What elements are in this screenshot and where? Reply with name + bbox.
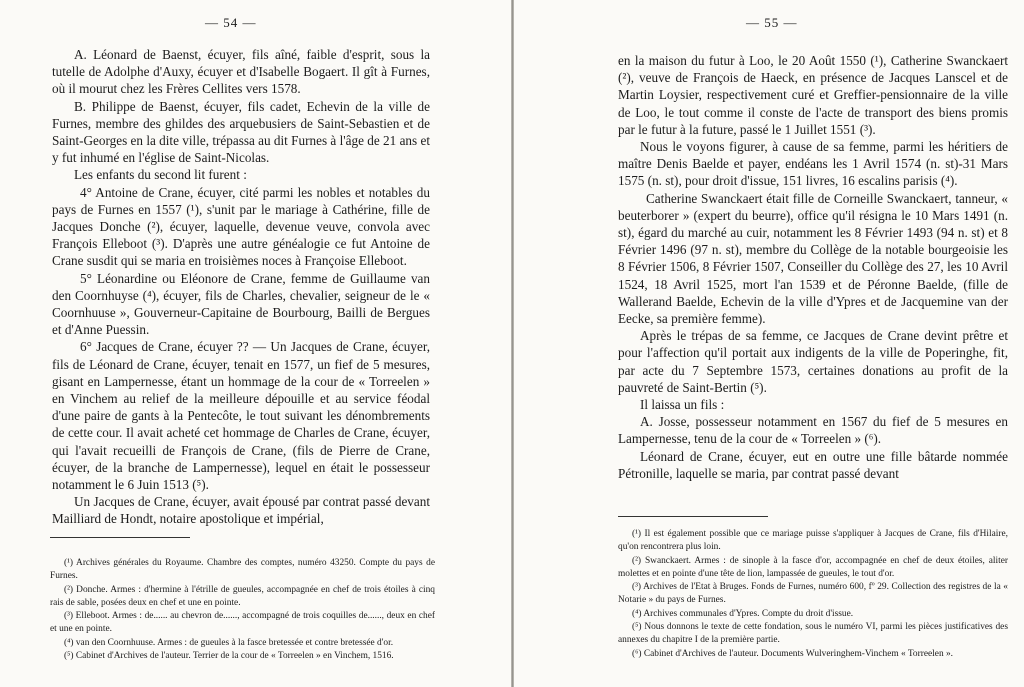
paragraph: A. Josse, possesseur notamment en 1567 du fief de 5 mesures en Lampernesse, tenu de la cour de « Torreelen » (⁶). (618, 414, 1008, 447)
paragraph: Il laissa un fils : (640, 397, 725, 413)
footnote-rule (618, 516, 768, 517)
paragraph: Un Jacques de Crane, écuyer, avait épousé par contrat passé devant Mailliard de Hondt, notaire apostolique et impérial, (52, 494, 430, 527)
footnote: (⁶) Cabinet d'Archives de l'auteur. Documents Wulveringhem-Vinchem « Torreelen ». (632, 648, 954, 659)
paragraph: 6° Jacques de Crane, écuyer ?? — Un Jacques de Crane, écuyer, fils de Léonard de Crane, écuyer, tenait en 1577, un fief de 5 mesures, gisant en Lampernesse, étant un hommage de la cour de « Torreelen » en Vinchem au relief de la meilleure dépouille et au service féodal d'une paire de gants à la Pentecôte, le tout suivant les dénombrements de cette cour. Il avait acheté cet hommage de Charles de Crane, écuyer, qui l'avait recueilli de François de Crane, (fils de Pierre de Crane, écuyer, de la branche de Lampernesse), lequel en était le possesseur notamment le 6 Juin 1513 (⁵). (52, 339, 430, 493)
paragraph: 4° Antoine de Crane, écuyer, cité parmi les nobles et notables du pays de Furnes en 1557 (¹), s'unit par le mariage à Cathérine, fille de Jacques Donche (²), écuyer, laquelle, devenue veuve, convola avec François Elleboot (³). D'après une autre généalogie ce fut Antoine de Crane susdit qui se maria en troisièmes noces à Françoise Elleboot. (52, 184, 430, 269)
footnote: (²) Swanckaert. Armes : de sinople à la fasce d'or, accompagnée en chef de deux étoiles, aliter molettes et en pointe d'une tête de lion, lampassée de gueules, le tout d'or. (618, 555, 1008, 579)
paragraph: Nous le voyons figurer, à cause de sa femme, parmi les héritiers de maître Denis Baelde et payer, endéans les 1 Avril 1574 (n. st)-31 Mars 1575 (n. st), pour droit d'issue, 151 livres, 16 escalins parisis (⁴). (618, 139, 1008, 189)
paragraph: A. Léonard de Baenst, écuyer, fils aîné, faible d'esprit, sous la tutelle de Adolphe d'Auxy, écuyer et d'Isabelle Bogaert. Il gît à Furnes, où il mourut chez les Frères Cellites vers 1578. (52, 47, 430, 97)
footnote: (²) Donche. Armes : d'hermine à l'étrille de gueules, accompagnée en chef de trois étoiles à cinq rais de sable, posées deux en chef et une en pointe. (50, 584, 435, 608)
right-page (512, 0, 1024, 687)
footnote: (⁵) Nous donnons le texte de cette fondation, sous le numéro VI, parmi les pièces justificatives des annexes du chapitre I de la première partie. (618, 622, 1008, 646)
paragraph: Les enfants du second lit furent : (74, 167, 247, 183)
paragraph: Après le trépas de sa femme, ce Jacques de Crane devint prêtre et pour l'affection qu'il portait aux indigents de la ville de Poperinghe, fit, par acte du 7 Septembre 1573, certaines donations au profit de la pauvreté de Saint-Bertin (⁵). (618, 328, 1008, 395)
footnote: (⁵) Cabinet d'Archives de l'auteur. Terrier de la cour de « Torreelen » en Vinchem, 1516. (64, 651, 394, 662)
paragraph: 5° Léonardine ou Eléonore de Crane, femme de Guillaume van den Coornhuyse (⁴), écuyer, fils de Charles, chevalier, seigneur de le « Coornhuuse », Gouverneur-Capitaine de Bourbourg, Bailli de Bergues et d'Anne Puessin. (52, 270, 430, 338)
page-number: — 55 — (746, 15, 798, 30)
footnote: (¹) Il est également possible que ce mariage puisse s'appliquer à Jacques de Crane, fils d'Hilaire, qu'on rencontrera plus loin. (618, 529, 1008, 553)
footnote: (⁴) Archives communales d'Ypres. Compte du droit d'issue. (632, 608, 854, 619)
footnote: (³) Elleboot. Armes : de...... au chevron de......, accompagné de trois coquilles de......, deux en chef et une en pointe. (50, 611, 435, 635)
footnotes (618, 528, 1008, 661)
footnote-rule (50, 537, 190, 538)
footnote: (¹) Archives générales du Royaume. Chambre des comptes, numéro 43250. Compte du pays de Furnes. (50, 558, 435, 582)
paragraph: Catherine Swanckaert était fille de Corneille Swanckaert, tanneur, « beuterborer » (expert du beurre), office qu'il résigna le 10 Mars 1491 (n. st), égard du marché au cuir, notamment les 8 Février 1493 (94 n. st) et 8 Février 1496 (97 n. st), membre du Collège de la notable bourgeoisie les 8 Février 1506, 8 Février 1507, Conseiller du Collège des 27, les 10 Avril 1524, 18 Avril 1525, mort l'an 1539 et de Péronne Baelde, (fille de Wallerand Baelde, Echevin de la ville d'Ypres et de Jacquemine van der Eecke, sa première femme). (618, 190, 1008, 327)
paragraph: B. Philippe de Baenst, écuyer, fils cadet, Echevin de la ville de Furnes, membre des ghildes des arquebusiers de Saint-Sebastien et de Saint-Georges en la dite ville, trépassa au dit Furnes à l'âge de 21 ans et y fut inhumé en l'église de Saint-Nicolas. (52, 98, 430, 166)
main-text (618, 52, 1008, 482)
footnotes (50, 557, 435, 663)
main-text (52, 46, 430, 528)
footnote: (³) Archives de l'Etat à Bruges. Fonds de Furnes, numéro 600, fº 29. Collection des registres de la « Notarie » du pays de Furnes. (618, 582, 1008, 606)
footnote: (⁴) van den Coornhuuse. Armes : de gueules à la fasce bretessée et contre bretessée d'or. (64, 637, 394, 648)
paragraph: en la maison du futur à Loo, le 20 Août 1550 (¹), Catherine Swanckaert (²), veuve de François de Haeck, en présence de Jacques Lanscel et de Martin Loysier, respectivement curé et Greffier-pensionnaire de la ville de Loo, le tout comme il conste de l'acte de transport des biens promis par le futur à la future, passé le 1 Juillet 1551 (³). (618, 53, 1008, 137)
paragraph: Léonard de Crane, écuyer, eut en outre une fille bâtarde nommée Pétronille, laquelle se maria, par contrat passé devant (618, 448, 1008, 481)
page-number: — 54 — (205, 15, 257, 30)
